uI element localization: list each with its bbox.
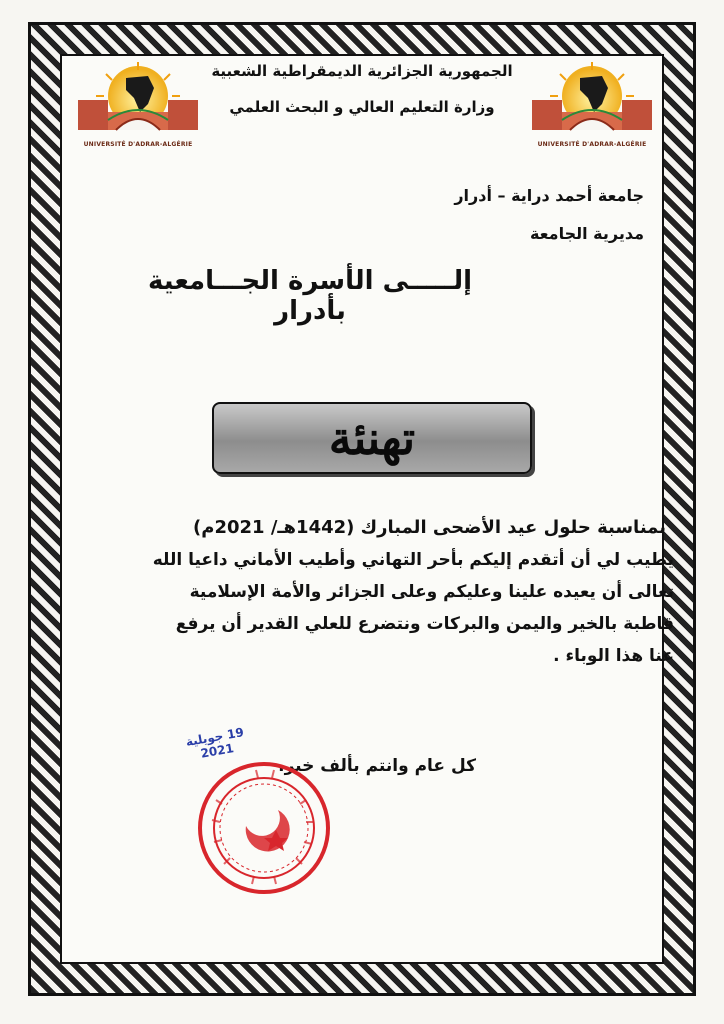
date-stamp: 19 جويلية 2021	[184, 725, 245, 761]
university-name: جامعة أحمد دراية – أدرار	[454, 186, 644, 205]
body-line: تعالى أن يعيده علينا وعليكم وعلى الجزائر والأمة الإسلامية	[189, 582, 674, 602]
logo-caption: UNIVERSITÉ D'ADRAR-ALGÉRIE	[83, 141, 193, 148]
document-title: تهنئة	[328, 411, 416, 465]
body-line: بمناسبة حلول عيد الأضحى المبارك (1442هـ/ 2021م)	[193, 517, 666, 538]
body-line: يطيب لي أن أتقدم إليكم بأحر التهاني وأطيب الأماني داعيا الله	[152, 550, 674, 570]
title-banner	[212, 402, 532, 474]
addressee-heading: إلـــــى الأسرة الجـــامعية بأدرار	[147, 266, 473, 326]
republic-name: الجمهورية الجزائرية الديمقراطية الشعبية	[211, 62, 513, 80]
body-line: قاطبة بالخير واليمن والبركات ونتضرع للعلي القدير أن يرفع	[175, 614, 674, 634]
closing-greeting: كل عام وانتم بألف خير.	[278, 756, 476, 776]
logo-caption: UNIVERSITÉ D'ADRAR-ALGÉRIE	[537, 141, 647, 148]
university-logo-right	[522, 60, 662, 148]
official-seal-icon	[196, 760, 332, 896]
logo-emblem-icon	[522, 60, 662, 138]
university-logo-left	[68, 60, 208, 148]
body-line: عنا هذا الوباء .	[553, 646, 674, 666]
ministry-name: وزارة التعليم العالي و البحث العلمي	[229, 98, 495, 116]
directorate-name: مديرية الجامعة	[529, 224, 644, 243]
logo-emblem-icon	[68, 60, 208, 138]
message-body	[94, 512, 674, 672]
